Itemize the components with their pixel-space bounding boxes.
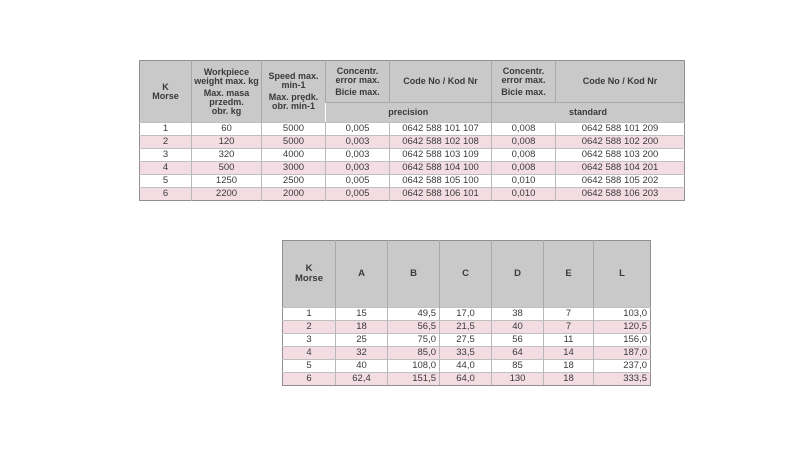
cell-e: 11 bbox=[544, 334, 594, 347]
cell-l: 187,0 bbox=[594, 347, 651, 360]
table-row bbox=[283, 360, 651, 373]
cell-a: 25 bbox=[336, 334, 388, 347]
header-c: C bbox=[440, 241, 492, 308]
cell-b: 151,5 bbox=[388, 373, 440, 386]
header-speed: Speed max. min-1 Max. prędk. obr. min-1 bbox=[262, 61, 326, 123]
cell-weight: 2200 bbox=[192, 188, 262, 201]
cell-speed: 4000 bbox=[262, 149, 326, 162]
cell-weight: 120 bbox=[192, 136, 262, 149]
cell-standard-error: 0,008 bbox=[492, 136, 556, 149]
cell-standard-code: 0642 588 104 201 bbox=[556, 162, 685, 175]
header-k-morse: K Morse bbox=[283, 241, 336, 308]
cell-k: 2 bbox=[283, 321, 336, 334]
table-row bbox=[140, 175, 685, 188]
header-a: A bbox=[336, 241, 388, 308]
cell-standard-code: 0642 588 102 200 bbox=[556, 136, 685, 149]
cell-b: 85,0 bbox=[388, 347, 440, 360]
table-row bbox=[283, 334, 651, 347]
cell-k: 2 bbox=[140, 136, 192, 149]
cell-d: 130 bbox=[492, 373, 544, 386]
header-l: L bbox=[594, 241, 651, 308]
cell-e: 18 bbox=[544, 373, 594, 386]
cell-weight: 1250 bbox=[192, 175, 262, 188]
table-row bbox=[140, 149, 685, 162]
table-row bbox=[140, 162, 685, 175]
cell-a: 40 bbox=[336, 360, 388, 373]
cell-d: 38 bbox=[492, 308, 544, 321]
cell-k: 4 bbox=[283, 347, 336, 360]
cell-k: 6 bbox=[283, 373, 336, 386]
cell-precision-code: 0642 588 106 101 bbox=[390, 188, 492, 201]
cell-l: 120,5 bbox=[594, 321, 651, 334]
cell-a: 15 bbox=[336, 308, 388, 321]
header-precision-concentr: Concentr. error max. Bicie max. bbox=[326, 61, 390, 103]
header-d: D bbox=[492, 241, 544, 308]
header-k-morse: K Morse bbox=[140, 61, 192, 123]
table-row bbox=[283, 373, 651, 386]
cell-precision-error: 0,005 bbox=[326, 175, 390, 188]
header-standard-code: Code No / Kod Nr bbox=[556, 61, 685, 103]
cell-precision-code: 0642 588 102 108 bbox=[390, 136, 492, 149]
cell-a: 32 bbox=[336, 347, 388, 360]
header-precision: precision bbox=[326, 103, 492, 123]
cell-precision-error: 0,005 bbox=[326, 188, 390, 201]
cell-l: 103,0 bbox=[594, 308, 651, 321]
cell-k: 3 bbox=[283, 334, 336, 347]
cell-b: 56,5 bbox=[388, 321, 440, 334]
cell-l: 333,5 bbox=[594, 373, 651, 386]
cell-k: 4 bbox=[140, 162, 192, 175]
cell-precision-code: 0642 588 101 107 bbox=[390, 123, 492, 136]
cell-d: 56 bbox=[492, 334, 544, 347]
cell-standard-error: 0,010 bbox=[492, 175, 556, 188]
cell-standard-error: 0,008 bbox=[492, 123, 556, 136]
cell-c: 33,5 bbox=[440, 347, 492, 360]
cell-d: 64 bbox=[492, 347, 544, 360]
cell-precision-error: 0,003 bbox=[326, 149, 390, 162]
table-row bbox=[140, 136, 685, 149]
cell-d: 85 bbox=[492, 360, 544, 373]
cell-k: 6 bbox=[140, 188, 192, 201]
cell-c: 44,0 bbox=[440, 360, 492, 373]
cell-speed: 2500 bbox=[262, 175, 326, 188]
cell-speed: 5000 bbox=[262, 123, 326, 136]
cell-precision-code: 0642 588 105 100 bbox=[390, 175, 492, 188]
cell-e: 14 bbox=[544, 347, 594, 360]
cell-k: 5 bbox=[283, 360, 336, 373]
cell-b: 49,5 bbox=[388, 308, 440, 321]
table-row bbox=[140, 123, 685, 136]
header-precision-code: Code No / Kod Nr bbox=[390, 61, 492, 103]
specs-table bbox=[139, 60, 685, 201]
header-e: E bbox=[544, 241, 594, 308]
cell-precision-error: 0,003 bbox=[326, 162, 390, 175]
cell-a: 62,4 bbox=[336, 373, 388, 386]
cell-precision-error: 0,003 bbox=[326, 136, 390, 149]
cell-e: 7 bbox=[544, 321, 594, 334]
cell-b: 108,0 bbox=[388, 360, 440, 373]
cell-k: 1 bbox=[283, 308, 336, 321]
cell-k: 3 bbox=[140, 149, 192, 162]
header-standard: standard bbox=[492, 103, 685, 123]
cell-k: 1 bbox=[140, 123, 192, 136]
cell-standard-code: 0642 588 105 202 bbox=[556, 175, 685, 188]
cell-standard-code: 0642 588 101 209 bbox=[556, 123, 685, 136]
cell-precision-error: 0,005 bbox=[326, 123, 390, 136]
cell-precision-code: 0642 588 103 109 bbox=[390, 149, 492, 162]
cell-standard-error: 0,008 bbox=[492, 149, 556, 162]
cell-speed: 3000 bbox=[262, 162, 326, 175]
cell-standard-code: 0642 588 103 200 bbox=[556, 149, 685, 162]
header-b: B bbox=[388, 241, 440, 308]
cell-standard-error: 0,008 bbox=[492, 162, 556, 175]
cell-d: 40 bbox=[492, 321, 544, 334]
cell-c: 27,5 bbox=[440, 334, 492, 347]
header-weight: Workpiece weight max. kg Max. masa przedm. obr. kg bbox=[192, 61, 262, 123]
dimensions-table bbox=[282, 240, 651, 386]
table-row bbox=[140, 188, 685, 201]
cell-weight: 60 bbox=[192, 123, 262, 136]
cell-e: 7 bbox=[544, 308, 594, 321]
table-row bbox=[283, 347, 651, 360]
cell-a: 18 bbox=[336, 321, 388, 334]
cell-c: 17,0 bbox=[440, 308, 492, 321]
cell-k: 5 bbox=[140, 175, 192, 188]
cell-weight: 320 bbox=[192, 149, 262, 162]
cell-l: 237,0 bbox=[594, 360, 651, 373]
cell-c: 64,0 bbox=[440, 373, 492, 386]
cell-c: 21,5 bbox=[440, 321, 492, 334]
header-standard-concentr: Concentr. error max. Bicie max. bbox=[492, 61, 556, 103]
table-row bbox=[283, 308, 651, 321]
cell-l: 156,0 bbox=[594, 334, 651, 347]
cell-speed: 5000 bbox=[262, 136, 326, 149]
cell-weight: 500 bbox=[192, 162, 262, 175]
cell-precision-code: 0642 588 104 100 bbox=[390, 162, 492, 175]
cell-e: 18 bbox=[544, 360, 594, 373]
cell-standard-code: 0642 588 106 203 bbox=[556, 188, 685, 201]
cell-b: 75,0 bbox=[388, 334, 440, 347]
cell-speed: 2000 bbox=[262, 188, 326, 201]
cell-standard-error: 0,010 bbox=[492, 188, 556, 201]
table-row bbox=[283, 321, 651, 334]
